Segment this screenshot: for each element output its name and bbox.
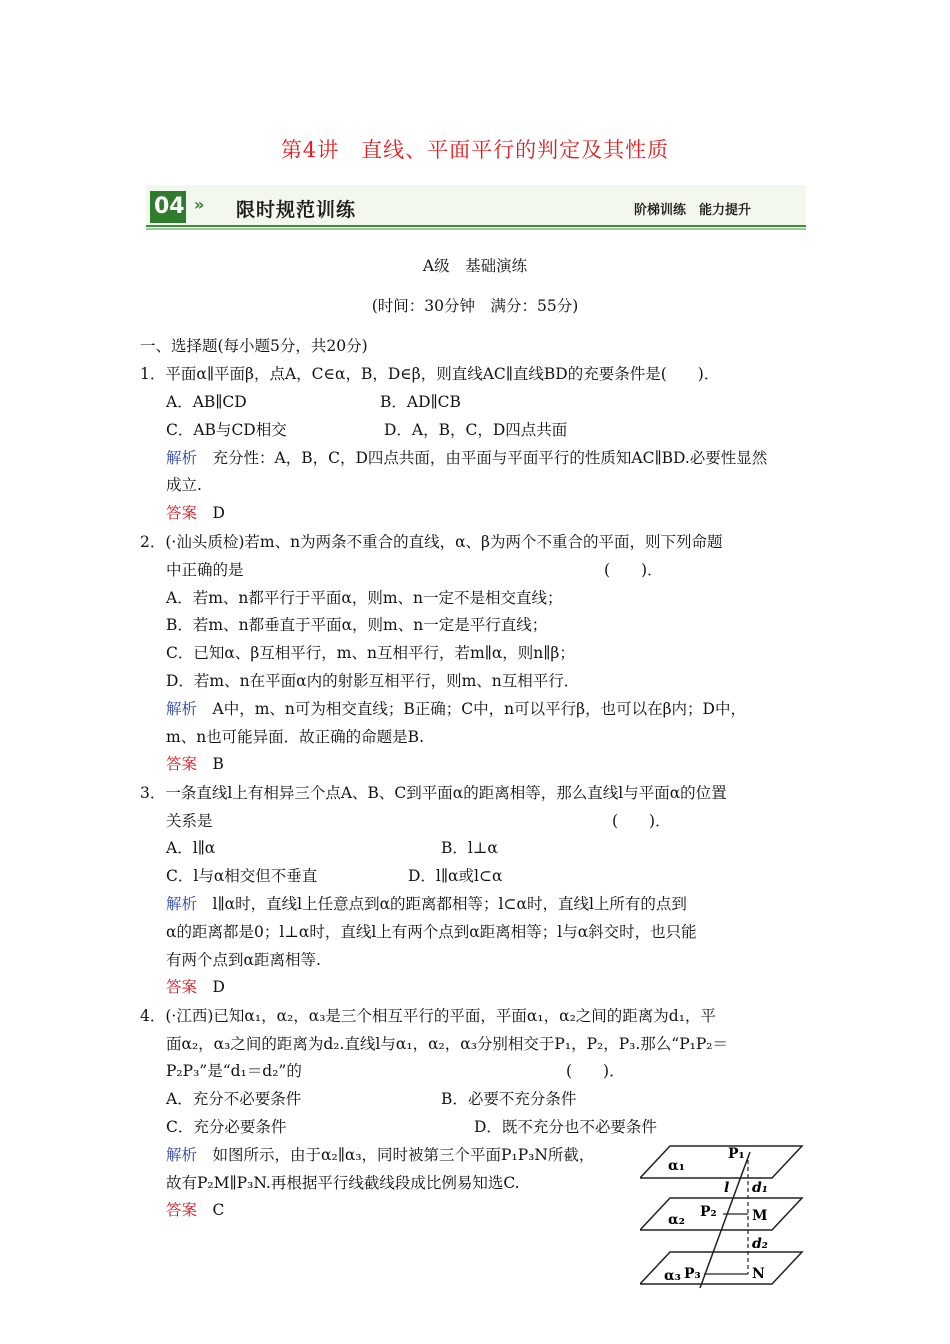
q1-stem: 1．平面α∥平面β，点A，C∈α，B，D∈β，则直线AC∥直线BD的充要条件是( )． <box>140 365 720 383</box>
q3-answer: D <box>212 978 225 996</box>
q3-option-a: A．l∥α <box>166 839 216 857</box>
q1-analysis-label: 解析 <box>166 449 198 467</box>
q3-analysis-text-2: α的距离都是0；l⊥α时，直线l上有两个点到α距离相等；l与α斜交时，也只能 <box>166 923 697 941</box>
page-title: 第4讲 直线、平面平行的判定及其性质 <box>280 138 670 162</box>
q1-analysis-text-2: 成立. <box>166 476 202 494</box>
q2-answer: B <box>212 755 224 773</box>
q1-answer-label: 答案 <box>166 504 198 522</box>
q2-option-c: C．已知α、β互相平行，m、n互相平行，若m∥α，则n∥β； <box>166 644 575 662</box>
q2-stem-2: 中正确的是 <box>166 561 244 579</box>
q4-stem-3: P₂P₃”是“d₁＝d₂”的 <box>166 1062 302 1080</box>
q4-option-b: B．必要不充分条件 <box>441 1090 577 1108</box>
q2-analysis-label: 解析 <box>166 700 198 718</box>
q4-option-a: A．充分不必要条件 <box>166 1090 302 1108</box>
q3-stem-2: 关系是 <box>166 812 213 830</box>
label-l: l <box>724 1180 730 1196</box>
label-alpha3: α₃ <box>664 1268 681 1284</box>
section-heading: 一、选择题(每小题5分，共20分) <box>140 337 368 355</box>
q4-analysis-text-2: 故有P₂M∥P₃N.再根据平行线截线段成比例易知选C. <box>166 1174 520 1192</box>
label-p1: P₁ <box>728 1146 745 1162</box>
level-heading: A级 基础演练 <box>422 257 528 275</box>
label-d1: d₁ <box>752 1180 768 1196</box>
q2-option-b: B．若m、n都垂直于平面α，则m、n一定是平行直线； <box>166 616 548 634</box>
q3-option-b: B．l⊥α <box>441 839 498 857</box>
q2-option-a: A．若m、n都平行于平面α，则m、n一定不是相交直线； <box>166 589 563 607</box>
q3-option-d: D．l∥α或l⊂α <box>408 867 503 885</box>
plane-alpha1 <box>640 1146 802 1178</box>
q3-answer-label: 答案 <box>166 978 198 996</box>
q3-option-c: C．l与α相交但不垂直 <box>166 867 318 885</box>
plane-alpha2 <box>640 1198 802 1230</box>
line-l <box>700 1152 750 1288</box>
q3-stem: 3．一条直线l上有相异三个点A、B、C到平面α的距离相等，那么直线l与平面α的位置 <box>140 784 727 802</box>
label-alpha1: α₁ <box>668 1158 685 1174</box>
label-d2: d₂ <box>752 1236 768 1252</box>
q4-stem-2: 面α₂，α₃之间的距离为d₂.直线l与α₁，α₂，α₃分别相交于P₁，P₂，P₃.那么“P₁P₂＝ <box>166 1035 728 1053</box>
q4-analysis-text: 如图所示，由于α₂∥α₃，同时被第三个平面P₁P₃N所截， <box>212 1146 595 1164</box>
q1-option-d: D．A，B，C，D四点共面 <box>384 421 568 439</box>
q2-analysis-text-2: m、n也可能异面．故正确的命题是B. <box>166 728 424 746</box>
q2-analysis-text: A中，m、n可为相交直线；B正确；C中，n可以平行β，也可以在β内；D中， <box>212 700 746 718</box>
three-planes-figure <box>640 1140 810 1290</box>
q1-option-b: B．AD∥CB <box>380 393 461 411</box>
q1-analysis-text: 充分性：A，B，C，D四点共面，由平面与平面平行的性质知AC∥BD.必要性显然 <box>212 449 768 467</box>
banner-heading: 限时规范训练 <box>236 199 357 221</box>
q4-stem: 4．(·江西)已知α₁，α₂，α₃是三个相互平行的平面，平面α₁，α₂之间的距离为d₁，平 <box>140 1007 716 1025</box>
banner-number: 04 <box>154 194 185 219</box>
label-p3: P₃ <box>684 1266 701 1282</box>
label-n: N <box>752 1266 765 1282</box>
label-alpha2: α₂ <box>668 1212 685 1228</box>
q3-paren: ( )． <box>612 812 671 830</box>
q4-option-c: C．充分必要条件 <box>166 1118 287 1136</box>
banner-right-text: 阶梯训练 能力提升 <box>634 203 752 218</box>
q4-option-d: D．既不充分也不必要条件 <box>474 1118 657 1136</box>
q3-analysis-text-3: 有两个点到α距离相等. <box>166 951 321 969</box>
q1-option-a: A．AB∥CD <box>166 393 247 411</box>
q4-paren: ( )． <box>566 1062 625 1080</box>
q2-answer-label: 答案 <box>166 755 198 773</box>
q2-paren: ( )． <box>604 561 663 579</box>
q3-analysis-label: 解析 <box>166 895 198 913</box>
q2-option-d: D．若m、n在平面α内的射影互相平行，则m、n互相平行． <box>166 672 580 690</box>
q2-stem: 2．(·汕头质检)若m、n为两条不重合的直线，α、β为两个不重合的平面，则下列命题 <box>140 533 723 551</box>
label-p2: P₂ <box>700 1204 717 1220</box>
time-info: (时间：30分钟 满分：55分) <box>371 297 579 315</box>
q4-answer-label: 答案 <box>166 1201 198 1219</box>
section-banner <box>146 185 806 231</box>
banner-arrows: » <box>194 195 205 214</box>
q4-answer: C <box>212 1201 225 1219</box>
q4-analysis-label: 解析 <box>166 1146 198 1164</box>
q3-analysis-text: l∥α时，直线l上任意点到α的距离都相等；l⊂α时，直线l上所有的点到 <box>212 895 687 913</box>
label-m: M <box>752 1208 768 1224</box>
q1-answer: D <box>212 504 225 522</box>
q1-option-c: C．AB与CD相交 <box>166 421 287 439</box>
